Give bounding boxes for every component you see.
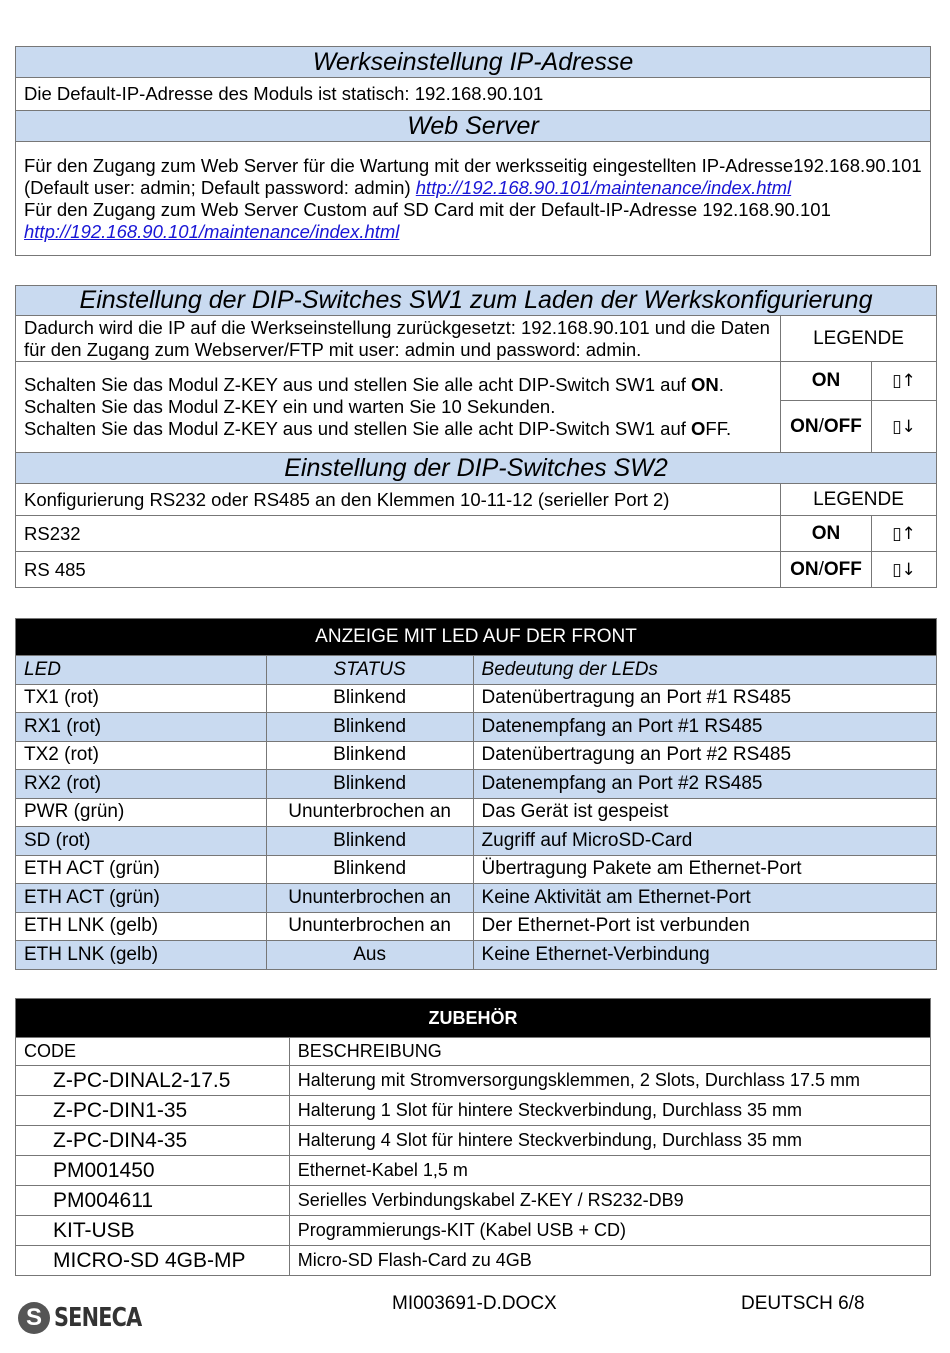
led-meaning: Datenübertragung an Port #2 RS485 [473,741,936,770]
table-row [16,1066,931,1096]
table-row [16,741,937,770]
led-name: RX1 (rot) [16,713,267,742]
sw1-legend-on-word: ON [790,415,819,437]
led-name: ETH ACT (grün) [16,855,267,884]
led-name: ETH LNK (gelb) [16,912,267,941]
sw1-step-2: Schalten Sie das Modul Z-KEY ein und warten Sie 10 Sekunden. [24,396,556,417]
accessory-code: Z-PC-DIN4-35 [16,1126,290,1156]
accessory-desc: Halterung 1 Slot für hintere Steckverbindung, Durchlass 35 mm [289,1096,930,1126]
sw1-legend-label: LEGENDE [781,316,937,362]
accessory-desc: Programmierungs-KIT (Kabel USB + CD) [289,1216,930,1246]
sw2-rs485-state [781,552,872,588]
table-row [16,1096,931,1126]
sw1-legend-off-word: OFF [823,415,862,437]
led-status: Blinkend [266,684,473,713]
sw2-rs485: RS 485 [16,552,781,588]
led-header-status: STATUS [266,656,473,685]
table-row [16,798,937,827]
web-server-text [16,142,931,256]
led-status: Blinkend [266,713,473,742]
led-meaning: Keine Ethernet-Verbindung [473,941,936,970]
accessory-code: KIT-USB [16,1216,290,1246]
ip-webserver-table [15,46,931,256]
sw2-legend-label: LEGENDE [781,484,937,516]
led-meaning: Der Ethernet-Port ist verbunden [473,912,936,941]
led-status: Blinkend [266,770,473,799]
led-table [15,618,937,970]
table-row [16,713,937,742]
web-server-line3: Für den Zugang zum Web Server Custom auf SD Card mit der Default-IP-Adresse 192.168.90.101 [24,198,831,220]
sw1-step-3-text: Schalten Sie das Modul Z-KEY aus und stellen Sie alle acht DIP-Switch SW1 auf [24,418,692,439]
ip-section-title: Werkseinstellung IP-Adresse [16,47,931,78]
led-status: Blinkend [266,855,473,884]
accessory-code: MICRO-SD 4GB-MP [16,1246,290,1276]
led-header-led: LED [16,656,267,685]
seneca-logo-icon: S [18,1302,50,1334]
sw1-step-3-o: O [691,418,706,439]
led-status: Ununterbrochen an [266,884,473,913]
sw2-title: Einstellung der DIP-Switches SW2 [16,453,937,484]
web-server-title: Web Server [16,111,931,142]
page-number: DEUTSCH 6/8 [741,1293,865,1314]
led-name: RX2 (rot) [16,770,267,799]
table-row [16,1216,931,1246]
table-row [16,1126,931,1156]
switch-up-icon: ▯↑ [872,516,937,552]
switch-up-icon: ▯↑ [872,362,937,401]
led-meaning: Das Gerät ist gespeist [473,798,936,827]
accessory-desc: Halterung 4 Slot für hintere Steckverbindung, Durchlass 35 mm [289,1126,930,1156]
accessory-code: PM004611 [16,1186,290,1216]
led-status: Blinkend [266,741,473,770]
led-name: ETH ACT (grün) [16,884,267,913]
dip-switch-table [15,285,937,588]
led-name: TX1 (rot) [16,684,267,713]
sw1-step-1 [24,374,772,396]
switch-down-icon: ▯↓ [872,552,937,588]
table-row [16,941,937,970]
accessory-desc: Ethernet-Kabel 1,5 m [289,1156,930,1186]
table-row [16,1186,931,1216]
led-meaning: Zugriff auf MicroSD-Card [473,827,936,856]
sw1-step-3-ff: FF. [705,418,732,439]
led-name: TX2 (rot) [16,741,267,770]
ip-section-text: Die Default-IP-Adresse des Moduls ist statisch: 192.168.90.101 [16,78,931,111]
table-row [16,1156,931,1186]
accessory-code: PM001450 [16,1156,290,1186]
sw1-title: Einstellung der DIP-Switches SW1 zum Laden der Werkskonfigurierung [16,286,937,316]
sw1-step-1-text: Schalten Sie das Modul Z-KEY aus und stellen Sie alle acht DIP-Switch SW1 auf [24,374,692,395]
accessories-header-desc: BESCHREIBUNG [289,1038,930,1066]
sw1-intro: Dadurch wird die IP auf die Werkseinstellung zurückgesetzt: 192.168.90.101 und die Daten für den Zugang zum Webserver/FTP mit user: admin und password: admin. [16,316,781,362]
led-status: Blinkend [266,827,473,856]
table-row [16,912,937,941]
sw2-rs485-slash: / [818,558,824,580]
led-header-meaning: Bedeutung der LEDs [473,656,936,685]
sw1-step-3 [24,418,772,440]
sw1-legend-onoff [781,401,872,453]
switch-down-icon: ▯↓ [872,401,937,453]
sw1-legend-slash: / [818,415,824,437]
led-name: PWR (grün) [16,798,267,827]
table-row [16,1246,931,1276]
accessory-desc: Micro-SD Flash-Card zu 4GB [289,1246,930,1276]
accessory-desc: Halterung mit Stromversorgungsklemmen, 2 Slots, Durchlass 17.5 mm [289,1066,930,1096]
accessory-code: Z-PC-DINAL2-17.5 [16,1066,290,1096]
sw1-legend-on: ON [781,362,872,401]
led-meaning: Datenübertragung an Port #1 RS485 [473,684,936,713]
web-server-line2 [24,177,922,199]
led-status: Ununterbrochen an [266,912,473,941]
maintenance-link-2[interactable]: http://192.168.90.101/maintenance/index.html [24,220,400,242]
sw1-step-1-end: . [718,374,724,395]
led-meaning: Übertragung Pakete am Ethernet-Port [473,855,936,884]
table-row [16,770,937,799]
accessories-table [15,998,931,1276]
led-name: SD (rot) [16,827,267,856]
led-meaning: Datenempfang an Port #2 RS485 [473,770,936,799]
led-status: Ununterbrochen an [266,798,473,827]
sw2-rs485-on: ON [790,558,819,580]
table-row [16,827,937,856]
led-meaning: Keine Aktivität am Ethernet-Port [473,884,936,913]
web-server-line4 [24,221,922,243]
doc-id: MI003691-D.DOCX [392,1293,557,1314]
accessories-title: ZUBEHÖR [16,999,931,1038]
led-meaning: Datenempfang an Port #1 RS485 [473,713,936,742]
table-row [16,855,937,884]
seneca-logo-text: SENECA [54,1303,142,1333]
led-title: ANZEIGE MIT LED AUF DER FRONT [16,619,937,656]
led-status: Aus [266,941,473,970]
accessories-header-code: CODE [16,1038,290,1066]
sw1-step-1-on: ON [691,374,719,395]
sw2-rs232-state: ON [781,516,872,552]
sw1-steps [16,362,781,453]
led-name: ETH LNK (gelb) [16,941,267,970]
seneca-logo [18,1300,163,1336]
maintenance-link-1[interactable]: http://192.168.90.101/maintenance/index.html [415,176,792,198]
sw2-rs232: RS232 [16,516,781,552]
sw2-desc: Konfigurierung RS232 oder RS485 an den Klemmen 10-11-12 (serieller Port 2) [16,484,781,516]
table-row [16,684,937,713]
accessory-code: Z-PC-DIN1-35 [16,1096,290,1126]
accessory-desc: Serielles Verbindungskabel Z-KEY / RS232-DB9 [289,1186,930,1216]
table-row [16,884,937,913]
web-server-credentials: (Default user: admin; Default password: admin) [24,176,416,198]
web-server-line1: Für den Zugang zum Web Server für die Wartung mit der werksseitig eingestellten IP-Adresse192.168.90.101 [24,154,922,176]
sw2-rs485-off: OFF [823,558,862,580]
